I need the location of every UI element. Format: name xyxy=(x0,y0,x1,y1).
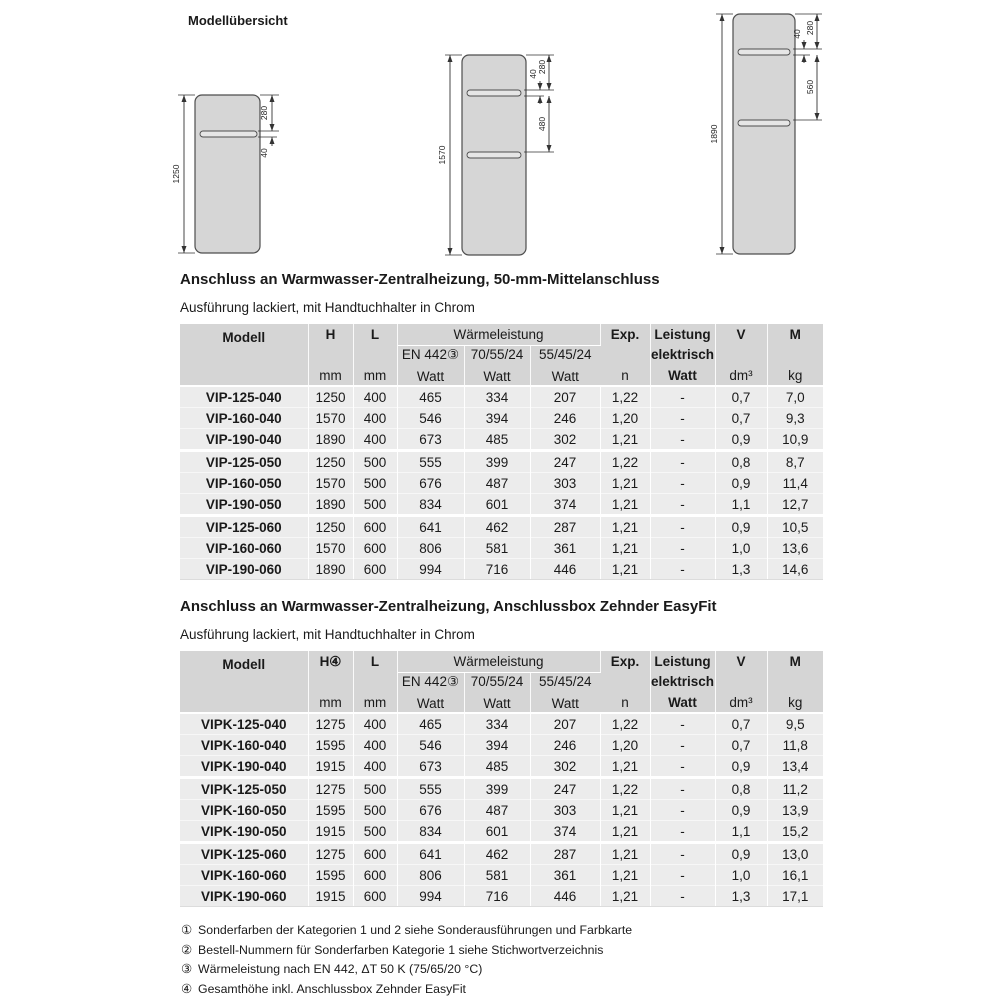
spec-table-vip xyxy=(180,324,823,580)
page-title: Modellübersicht xyxy=(188,13,288,28)
value-cell: 302 xyxy=(530,429,600,451)
towel-bar-slot xyxy=(738,49,790,55)
value-cell: 303 xyxy=(530,473,600,494)
spec-table-vipk xyxy=(180,651,823,907)
col-header-55-45-24: 55/45/24 Watt xyxy=(530,672,600,713)
value-cell: 500 xyxy=(353,451,397,473)
value-cell: 9,3 xyxy=(767,408,823,429)
table-row xyxy=(180,451,823,473)
value-cell: 446 xyxy=(530,886,600,907)
value-cell: 7,0 xyxy=(767,386,823,408)
model-cell: VIPK-190-050 xyxy=(180,821,308,843)
model-cell: VIPK-160-050 xyxy=(180,800,308,821)
table-row xyxy=(180,865,823,886)
value-cell: 11,4 xyxy=(767,473,823,494)
value-cell: 500 xyxy=(353,778,397,800)
col-header-en442: EN 442③ Watt xyxy=(397,672,464,713)
value-cell: 600 xyxy=(353,559,397,580)
dim-overall-height: 1890 xyxy=(709,124,719,144)
value-cell: 247 xyxy=(530,778,600,800)
value-cell: 600 xyxy=(353,865,397,886)
table-row xyxy=(180,473,823,494)
dim-overall-height: 1250 xyxy=(171,164,181,184)
footnotes xyxy=(181,921,632,999)
value-cell: - xyxy=(650,559,715,580)
footnote-marker: ③ xyxy=(181,962,193,976)
value-cell: 676 xyxy=(397,473,464,494)
model-cell: VIP-190-060 xyxy=(180,559,308,580)
value-cell: 11,2 xyxy=(767,778,823,800)
model-cell: VIP-190-050 xyxy=(180,494,308,516)
towel-bar-slot xyxy=(467,152,521,158)
value-cell: 0,7 xyxy=(715,386,767,408)
col-header-v: V dm³ xyxy=(715,324,767,386)
table-row xyxy=(180,408,823,429)
value-cell: 500 xyxy=(353,821,397,843)
towel-bar-slot xyxy=(467,90,521,96)
value-cell: 1,20 xyxy=(600,408,650,429)
col-header-leistung-elektrisch: Leistung elektrisch Watt xyxy=(650,324,715,386)
value-cell: 1,3 xyxy=(715,886,767,907)
value-cell: 1,21 xyxy=(600,516,650,538)
value-cell: - xyxy=(650,451,715,473)
table-row xyxy=(180,800,823,821)
value-cell: 399 xyxy=(464,451,530,473)
value-cell: 1,21 xyxy=(600,843,650,865)
footnote-marker: ④ xyxy=(181,981,193,996)
value-cell: 400 xyxy=(353,408,397,429)
col-header-55-45-24: 55/45/24 Watt xyxy=(530,345,600,386)
dim-overall-height: 1570 xyxy=(437,145,447,165)
value-cell: 0,9 xyxy=(715,800,767,821)
value-cell: 16,1 xyxy=(767,865,823,886)
value-cell: 361 xyxy=(530,538,600,559)
value-cell: 1595 xyxy=(308,865,353,886)
footnote-1 xyxy=(181,921,632,941)
dim-bar-height: 40 xyxy=(792,29,802,39)
table-row xyxy=(180,843,823,865)
value-cell: 465 xyxy=(397,386,464,408)
value-cell: 13,6 xyxy=(767,538,823,559)
col-header-m: M kg xyxy=(767,651,823,713)
value-cell: 1,21 xyxy=(600,821,650,843)
value-cell: 1,21 xyxy=(600,429,650,451)
footnote-3 xyxy=(181,960,632,980)
value-cell: 1250 xyxy=(308,516,353,538)
table-row xyxy=(180,886,823,907)
dim-top-to-bar: 280 xyxy=(805,20,815,36)
model-cell: VIPK-125-040 xyxy=(180,713,308,735)
col-header-m: M kg xyxy=(767,324,823,386)
value-cell: 485 xyxy=(464,429,530,451)
value-cell: 446 xyxy=(530,559,600,580)
towel-bar-slot xyxy=(200,131,257,137)
table-row xyxy=(180,494,823,516)
value-cell: 0,9 xyxy=(715,756,767,778)
section-subheading: Ausführung lackiert, mit Handtuchhalter in Chrom xyxy=(180,300,475,315)
value-cell: 302 xyxy=(530,756,600,778)
col-header-waermeleistung: Wärmeleistung xyxy=(397,651,600,672)
value-cell: 500 xyxy=(353,494,397,516)
table-row xyxy=(180,516,823,538)
model-cell: VIP-125-050 xyxy=(180,451,308,473)
col-header-modell: Modell xyxy=(180,324,308,386)
value-cell: - xyxy=(650,778,715,800)
value-cell: - xyxy=(650,494,715,516)
value-cell: - xyxy=(650,800,715,821)
value-cell: 1570 xyxy=(308,538,353,559)
value-cell: 1,21 xyxy=(600,559,650,580)
model-cell: VIPK-160-060 xyxy=(180,865,308,886)
value-cell: 0,8 xyxy=(715,451,767,473)
value-cell: 394 xyxy=(464,735,530,756)
value-cell: - xyxy=(650,538,715,559)
col-header-l: L mm xyxy=(353,651,397,713)
value-cell: 394 xyxy=(464,408,530,429)
value-cell: 334 xyxy=(464,386,530,408)
col-header-h: H mm xyxy=(308,324,353,386)
value-cell: 0,9 xyxy=(715,516,767,538)
value-cell: 994 xyxy=(397,559,464,580)
footnote-text: Wärmeleistung nach EN 442, ΔT 50 K (75/65/20 °C) xyxy=(198,962,483,976)
value-cell: 673 xyxy=(397,756,464,778)
value-cell: 600 xyxy=(353,538,397,559)
value-cell: - xyxy=(650,821,715,843)
value-cell: 1,0 xyxy=(715,865,767,886)
model-cell: VIPK-125-050 xyxy=(180,778,308,800)
value-cell: 11,8 xyxy=(767,735,823,756)
table-row xyxy=(180,713,823,735)
value-cell: 10,9 xyxy=(767,429,823,451)
col-header-70-55-24: 70/55/24 Watt xyxy=(464,345,530,386)
value-cell: 601 xyxy=(464,494,530,516)
value-cell: 462 xyxy=(464,516,530,538)
table-row xyxy=(180,386,823,408)
value-cell: 0,8 xyxy=(715,778,767,800)
model-cell: VIP-190-040 xyxy=(180,429,308,451)
value-cell: 641 xyxy=(397,516,464,538)
footnote-text: Gesamthöhe inkl. Anschlussbox Zehnder EasyFit xyxy=(198,981,466,996)
value-cell: - xyxy=(650,735,715,756)
model-cell: VIPK-125-060 xyxy=(180,843,308,865)
value-cell: 500 xyxy=(353,800,397,821)
value-cell: 1570 xyxy=(308,408,353,429)
value-cell: 1915 xyxy=(308,756,353,778)
value-cell: 13,0 xyxy=(767,843,823,865)
value-cell: 1890 xyxy=(308,429,353,451)
value-cell: 601 xyxy=(464,821,530,843)
value-cell: 287 xyxy=(530,843,600,865)
col-header-v: V dm³ xyxy=(715,651,767,713)
value-cell: 1,21 xyxy=(600,865,650,886)
model-cell: VIP-125-040 xyxy=(180,386,308,408)
value-cell: - xyxy=(650,516,715,538)
value-cell: 14,6 xyxy=(767,559,823,580)
table-row xyxy=(180,821,823,843)
value-cell: 1595 xyxy=(308,735,353,756)
value-cell: 716 xyxy=(464,886,530,907)
value-cell: 487 xyxy=(464,800,530,821)
value-cell: 994 xyxy=(397,886,464,907)
footnote-marker: ① xyxy=(181,923,193,937)
model-cell: VIP-125-060 xyxy=(180,516,308,538)
value-cell: - xyxy=(650,843,715,865)
value-cell: 676 xyxy=(397,800,464,821)
dim-bar-height: 40 xyxy=(259,148,269,158)
value-cell: 1,21 xyxy=(600,494,650,516)
value-cell: 1915 xyxy=(308,821,353,843)
value-cell: - xyxy=(650,408,715,429)
radiator-diagram-1570 xyxy=(437,55,554,255)
value-cell: 465 xyxy=(397,713,464,735)
value-cell: 834 xyxy=(397,494,464,516)
value-cell: 1250 xyxy=(308,386,353,408)
value-cell: 361 xyxy=(530,865,600,886)
value-cell: 1275 xyxy=(308,713,353,735)
value-cell: 0,9 xyxy=(715,843,767,865)
value-cell: 581 xyxy=(464,865,530,886)
value-cell: 806 xyxy=(397,865,464,886)
value-cell: 716 xyxy=(464,559,530,580)
footnote-text: Bestell-Nummern für Sonderfarben Kategorie 1 siehe Stichwortverzeichnis xyxy=(198,942,604,957)
value-cell: 555 xyxy=(397,451,464,473)
col-header-modell: Modell xyxy=(180,651,308,713)
value-cell: 8,7 xyxy=(767,451,823,473)
footnote-marker: ② xyxy=(181,942,193,957)
value-cell: 1,21 xyxy=(600,886,650,907)
value-cell: 581 xyxy=(464,538,530,559)
value-cell: - xyxy=(650,429,715,451)
dim-bar-height: 40 xyxy=(528,69,538,79)
value-cell: 600 xyxy=(353,886,397,907)
value-cell: 13,9 xyxy=(767,800,823,821)
value-cell: 555 xyxy=(397,778,464,800)
radiator-diagram-1250 xyxy=(171,95,279,253)
value-cell: 1,1 xyxy=(715,494,767,516)
value-cell: 1275 xyxy=(308,778,353,800)
value-cell: 334 xyxy=(464,713,530,735)
value-cell: 1570 xyxy=(308,473,353,494)
value-cell: 462 xyxy=(464,843,530,865)
col-header-exp: Exp. n xyxy=(600,651,650,713)
value-cell: 0,9 xyxy=(715,473,767,494)
model-cell: VIP-160-050 xyxy=(180,473,308,494)
value-cell: 303 xyxy=(530,800,600,821)
table-header xyxy=(180,324,823,386)
col-header-h: H④ mm xyxy=(308,651,353,713)
table-body xyxy=(180,386,823,580)
value-cell: 500 xyxy=(353,473,397,494)
value-cell: 0,7 xyxy=(715,713,767,735)
value-cell: - xyxy=(650,756,715,778)
value-cell: 400 xyxy=(353,386,397,408)
value-cell: 546 xyxy=(397,408,464,429)
value-cell: 600 xyxy=(353,843,397,865)
dim-bar-gap: 560 xyxy=(805,79,815,95)
value-cell: 1,21 xyxy=(600,538,650,559)
dim-top-to-bar: 280 xyxy=(537,59,547,75)
section-heading-easyfit: Anschluss an Warmwasser-Zentralheizung, Anschlussbox Zehnder EasyFit xyxy=(180,598,717,615)
value-cell: 485 xyxy=(464,756,530,778)
col-header-waermeleistung: Wärmeleistung xyxy=(397,324,600,345)
radiator-diagram-1890 xyxy=(709,14,822,254)
value-cell: 9,5 xyxy=(767,713,823,735)
value-cell: 0,7 xyxy=(715,735,767,756)
footnote-4 xyxy=(181,980,632,1000)
value-cell: 287 xyxy=(530,516,600,538)
value-cell: 1595 xyxy=(308,800,353,821)
col-header-en442: EN 442③ Watt xyxy=(397,345,464,386)
model-cell: VIPK-160-040 xyxy=(180,735,308,756)
value-cell: 546 xyxy=(397,735,464,756)
value-cell: - xyxy=(650,713,715,735)
value-cell: 1,22 xyxy=(600,713,650,735)
value-cell: 834 xyxy=(397,821,464,843)
col-header-l: L mm xyxy=(353,324,397,386)
col-header-leistung-elektrisch: Leistung elektrisch Watt xyxy=(650,651,715,713)
value-cell: 15,2 xyxy=(767,821,823,843)
table-row xyxy=(180,559,823,580)
value-cell: 399 xyxy=(464,778,530,800)
value-cell: 246 xyxy=(530,735,600,756)
model-cell: VIPK-190-040 xyxy=(180,756,308,778)
model-diagrams xyxy=(0,0,1000,270)
value-cell: 400 xyxy=(353,429,397,451)
value-cell: - xyxy=(650,886,715,907)
value-cell: 374 xyxy=(530,821,600,843)
value-cell: 1,22 xyxy=(600,386,650,408)
model-cell: VIPK-190-060 xyxy=(180,886,308,907)
section-subheading: Ausführung lackiert, mit Handtuchhalter in Chrom xyxy=(180,627,475,642)
value-cell: - xyxy=(650,473,715,494)
radiator-body xyxy=(195,95,260,253)
table-header xyxy=(180,651,823,713)
dim-bar-gap: 480 xyxy=(537,116,547,132)
value-cell: 13,4 xyxy=(767,756,823,778)
value-cell: 1,21 xyxy=(600,756,650,778)
value-cell: 673 xyxy=(397,429,464,451)
table-row xyxy=(180,756,823,778)
table-row xyxy=(180,778,823,800)
value-cell: 374 xyxy=(530,494,600,516)
value-cell: 1,22 xyxy=(600,778,650,800)
value-cell: - xyxy=(650,386,715,408)
table-body xyxy=(180,713,823,907)
footnote-2 xyxy=(181,941,632,961)
towel-bar-slot xyxy=(738,120,790,126)
value-cell: 0,9 xyxy=(715,429,767,451)
value-cell: 207 xyxy=(530,386,600,408)
value-cell: 247 xyxy=(530,451,600,473)
value-cell: 1890 xyxy=(308,494,353,516)
value-cell: 600 xyxy=(353,516,397,538)
model-cell: VIP-160-040 xyxy=(180,408,308,429)
model-cell: VIP-160-060 xyxy=(180,538,308,559)
col-header-70-55-24: 70/55/24 Watt xyxy=(464,672,530,713)
value-cell: 641 xyxy=(397,843,464,865)
value-cell: - xyxy=(650,865,715,886)
value-cell: 1,21 xyxy=(600,473,650,494)
value-cell: 12,7 xyxy=(767,494,823,516)
table-row xyxy=(180,429,823,451)
col-header-exp: Exp. n xyxy=(600,324,650,386)
value-cell: 17,1 xyxy=(767,886,823,907)
value-cell: 1,3 xyxy=(715,559,767,580)
value-cell: 1,22 xyxy=(600,451,650,473)
value-cell: 1250 xyxy=(308,451,353,473)
value-cell: 806 xyxy=(397,538,464,559)
footnote-text: Sonderfarben der Kategorien 1 und 2 siehe Sonderausführungen und Farbkarte xyxy=(198,923,633,937)
value-cell: 0,7 xyxy=(715,408,767,429)
table-row xyxy=(180,735,823,756)
value-cell: 1,1 xyxy=(715,821,767,843)
value-cell: 1915 xyxy=(308,886,353,907)
value-cell: 1275 xyxy=(308,843,353,865)
value-cell: 1,20 xyxy=(600,735,650,756)
value-cell: 10,5 xyxy=(767,516,823,538)
dim-top-to-bar: 280 xyxy=(259,105,269,121)
value-cell: 400 xyxy=(353,735,397,756)
value-cell: 207 xyxy=(530,713,600,735)
section-heading-mittelanschluss: Anschluss an Warmwasser-Zentralheizung, 50-mm-Mittelanschluss xyxy=(180,271,660,288)
value-cell: 1,21 xyxy=(600,800,650,821)
value-cell: 246 xyxy=(530,408,600,429)
value-cell: 487 xyxy=(464,473,530,494)
value-cell: 1,0 xyxy=(715,538,767,559)
table-row xyxy=(180,538,823,559)
value-cell: 400 xyxy=(353,756,397,778)
value-cell: 400 xyxy=(353,713,397,735)
value-cell: 1890 xyxy=(308,559,353,580)
